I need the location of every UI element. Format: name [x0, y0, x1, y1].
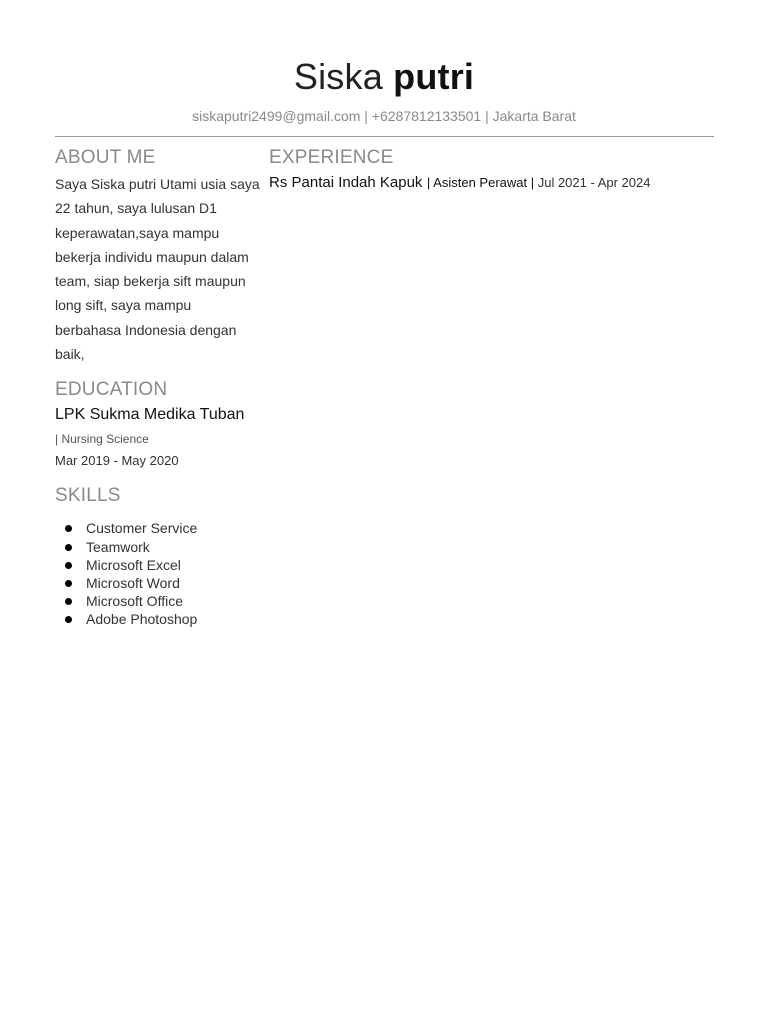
bullet-icon: [65, 525, 72, 532]
about-text: Saya Siska putri Utami usia saya 22 tahun, saya lulusan D1 keperawatan,saya mampu bekerja individu maupun dalam team, siap bekerja sift maupun long sift, saya mampu berbahasa Indonesia dengan baik,: [55, 176, 260, 363]
experience-role: Asisten Perawat: [433, 175, 528, 190]
bullet-icon: [65, 598, 72, 605]
resume-header: [0, 56, 768, 124]
skill-item: [55, 556, 260, 574]
contact-line: siskaputri2499@gmail.com | +6287812133501 | Jakarta Barat: [192, 108, 576, 124]
education-title: EDUCATION: [55, 379, 168, 401]
experience-company: Rs Pantai Indah Kapuk: [269, 174, 423, 191]
bullet-icon: [65, 616, 72, 623]
education-school: LPK Sukma Medika Tuban: [55, 406, 245, 424]
skill-item: [55, 574, 260, 592]
about-title: ABOUT ME: [55, 147, 156, 168]
skill-label: Teamwork: [86, 538, 150, 555]
skill-label: Microsoft Office: [86, 593, 183, 610]
education-dates: Mar 2019 - May 2020: [55, 453, 179, 469]
candidate-name: [0, 56, 768, 98]
separator: |: [527, 175, 538, 190]
last-name: putri: [393, 56, 475, 97]
skills-list: [55, 519, 260, 628]
bullet-icon: [65, 562, 72, 569]
experience-item: [269, 172, 714, 194]
skill-label: Microsoft Word: [86, 574, 180, 591]
skills-title: SKILLS: [55, 485, 121, 507]
education-field: | Nursing Science: [55, 432, 149, 447]
bullet-icon: [65, 580, 72, 587]
left-column: [55, 146, 260, 629]
experience-dates: Jul 2021 - Apr 2024: [537, 175, 651, 190]
skill-label: Adobe Photoshop: [86, 611, 198, 628]
skill-item: [55, 519, 260, 537]
header-divider: [55, 136, 714, 137]
right-column: [269, 146, 714, 194]
skill-label: Microsoft Excel: [86, 556, 181, 573]
skill-item: [55, 610, 260, 628]
experience-title: EXPERIENCE: [269, 147, 394, 168]
skill-item: [55, 592, 260, 610]
skill-item: [55, 538, 260, 556]
bullet-icon: [65, 544, 72, 551]
first-name: Siska: [293, 56, 383, 97]
separator: |: [426, 175, 434, 190]
skill-label: Customer Service: [86, 520, 198, 537]
